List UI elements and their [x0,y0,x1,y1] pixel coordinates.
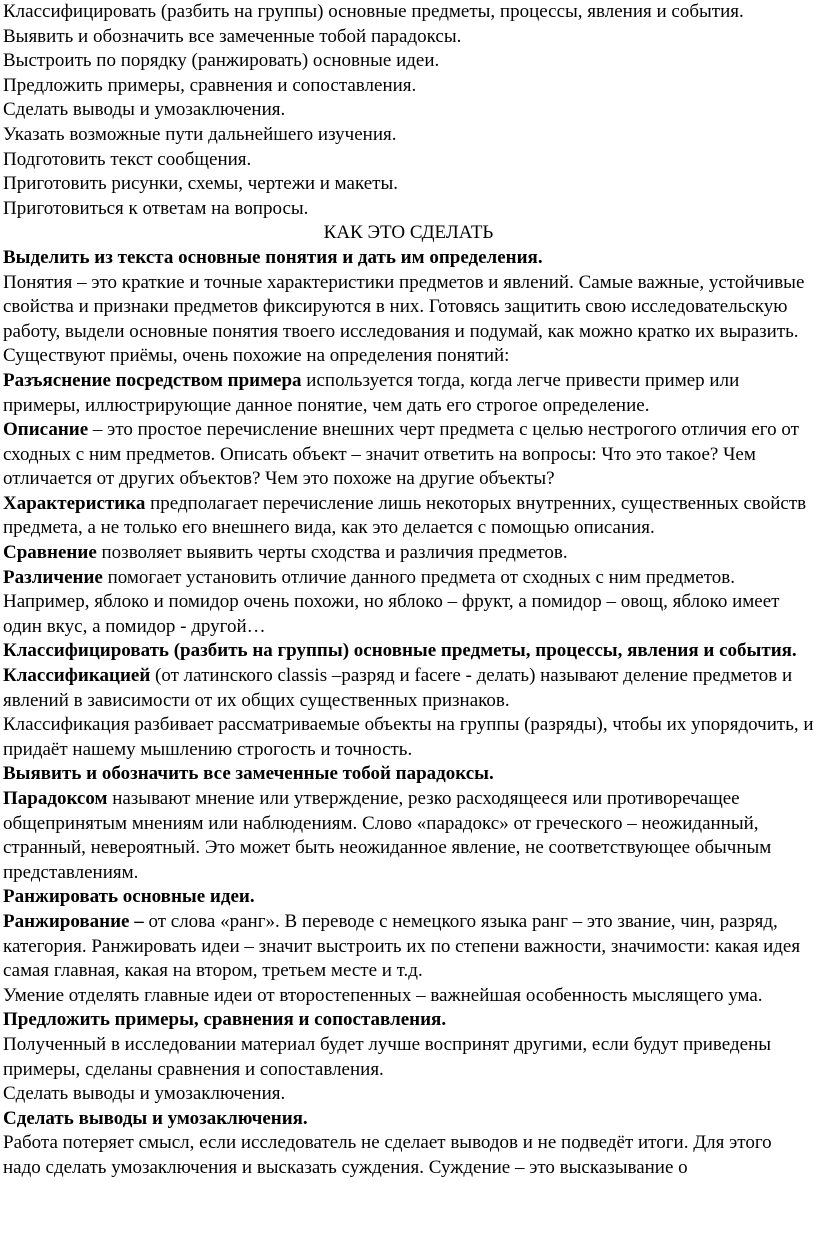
term-definition: помогает установить отличие данного предмета от сходных с ним предметов. Например, яблоко и помидор очень похожи, но яблоко – фрукт, а помидор – овощ, яблоко имеет один вкус, а помидор - другой… [3,566,780,637]
term: Классификацией [3,665,151,687]
list-item: Выявить и обозначить все замеченные тобой парадоксы. [3,25,462,47]
term: Ранжирование – [3,910,144,932]
subsection-title: Выделить из текста основные понятия и дать им определения. [3,246,543,268]
list-item: Указать возможные пути дальнейшего изучения. [3,123,397,145]
list-item: Сделать выводы и умозаключения. [3,99,286,121]
list-item: Подготовить текст сообщения. [3,148,252,170]
term: Сравнение [3,542,97,564]
list-item: Выстроить по порядку (ранжировать) основные идеи. [3,50,440,72]
term-paragraph [3,492,814,541]
subsection-title: Классифицировать (разбить на группы) основные предметы, процессы, явления и события. [3,640,797,662]
term-paragraph [3,664,814,713]
list-item: Предложить примеры, сравнения и сопоставления. [3,74,417,96]
subsection-title: Выявить и обозначить все замеченные тобой парадоксы. [3,763,494,785]
paragraph: Работа потеряет смысл, если исследователь не сделает выводов и не подведёт итоги. Для этого надо сделать умозаключения и высказать суждения. Суждение – это высказывание о [3,1132,772,1178]
term-definition: (от латинского classis –разряд и facere - делать) называют деление предметов и явлений в зависимости от их общих существенных признаков. [3,665,793,711]
list-item: Классифицировать (разбить на группы) основные предметы, процессы, явления и события. [3,1,744,22]
list-item: Приготовиться к ответам на вопросы. [3,197,309,219]
term-paragraph [3,369,814,418]
term-paragraph [3,541,814,566]
term-definition: называют мнение или утверждение, резко расходящееся или противоречащее общепринятым мнениям или наблюдениям. Слово «парадокс» от греческого – неожиданный, странный, невероятный. Это может быть неожиданное явление, не соответствующее обычным представлениям. [3,788,772,883]
term-definition: предполагает перечисление лишь некоторых внутренних, существенных свойств предмета, а не только его внешнего вида, как это делается с помощью описания. [3,492,807,539]
term-definition: – это простое перечисление внешних черт предмета с целью нестрогого отличия его от сходных с ним предметов. Описать объект – значит ответить на вопросы: Что это такое? Чем отличается от других объектов? Чем это похоже на другие объекты? [3,419,799,490]
paragraph: Понятия – это краткие и точные характеристики предметов и явлений. Самые важные, устойчивые свойства и признаки предметов фиксируются в них. Готовясь защитить свою исследовательскую работу, выдели основные понятия твоего исследования и подумай, как можно кратко их выразить. [3,271,805,342]
paragraph: Полученный в исследовании материал будет лучше воспринят другими, если будут приведены примеры, сделаны сравнения и сопоставления. [3,1033,772,1080]
paragraph: Сделать выводы и умозаключения. [3,1083,286,1105]
subsection-title: Сделать выводы и умозаключения. [3,1107,308,1129]
term: Описание [3,419,89,441]
term: Характеристика [3,492,146,514]
term-paragraph [3,566,814,640]
term-paragraph [3,910,814,984]
paragraph: Существуют приёмы, очень похожие на определения понятий: [3,345,510,367]
paragraph: Классификация разбивает рассматриваемые объекты на группы (разряды), чтобы их упорядочить, и придаёт нашему мышлению строгость и точность. [3,714,814,760]
term: Парадоксом [3,788,108,809]
list-item: Приготовить рисунки, схемы, чертежи и макеты. [3,173,398,195]
term-definition: позволяет выявить черты сходства и различия предметов. [96,542,568,564]
section-heading: КАК ЭТО СДЕЛАТЬ [323,222,494,244]
subsection-title: Ранжировать основные идеи. [3,886,255,908]
term-definition: используется тогда, когда легче привести пример или примеры, иллюстрирующие данное понятие, чем дать его строгое определение. [3,369,740,416]
term-paragraph [3,787,814,885]
term: Различение [3,566,103,588]
term-definition: от слова «ранг». В переводе с немецкого языка ранг – это звание, чин, разряд, категория. Ранжировать идеи – значит выстроить их по степени важности, значимости: какая идея самая главная, какая на втором, третьем месте и т.д. [3,910,801,982]
paragraph: Умение отделять главные идеи от второстепенных – важнейшая особенность мыслящего ума. [3,984,763,1006]
term: Разъяснение посредством примера [3,369,302,391]
term-paragraph [3,418,814,492]
subsection-title: Предложить примеры, сравнения и сопоставления. [3,1009,447,1031]
